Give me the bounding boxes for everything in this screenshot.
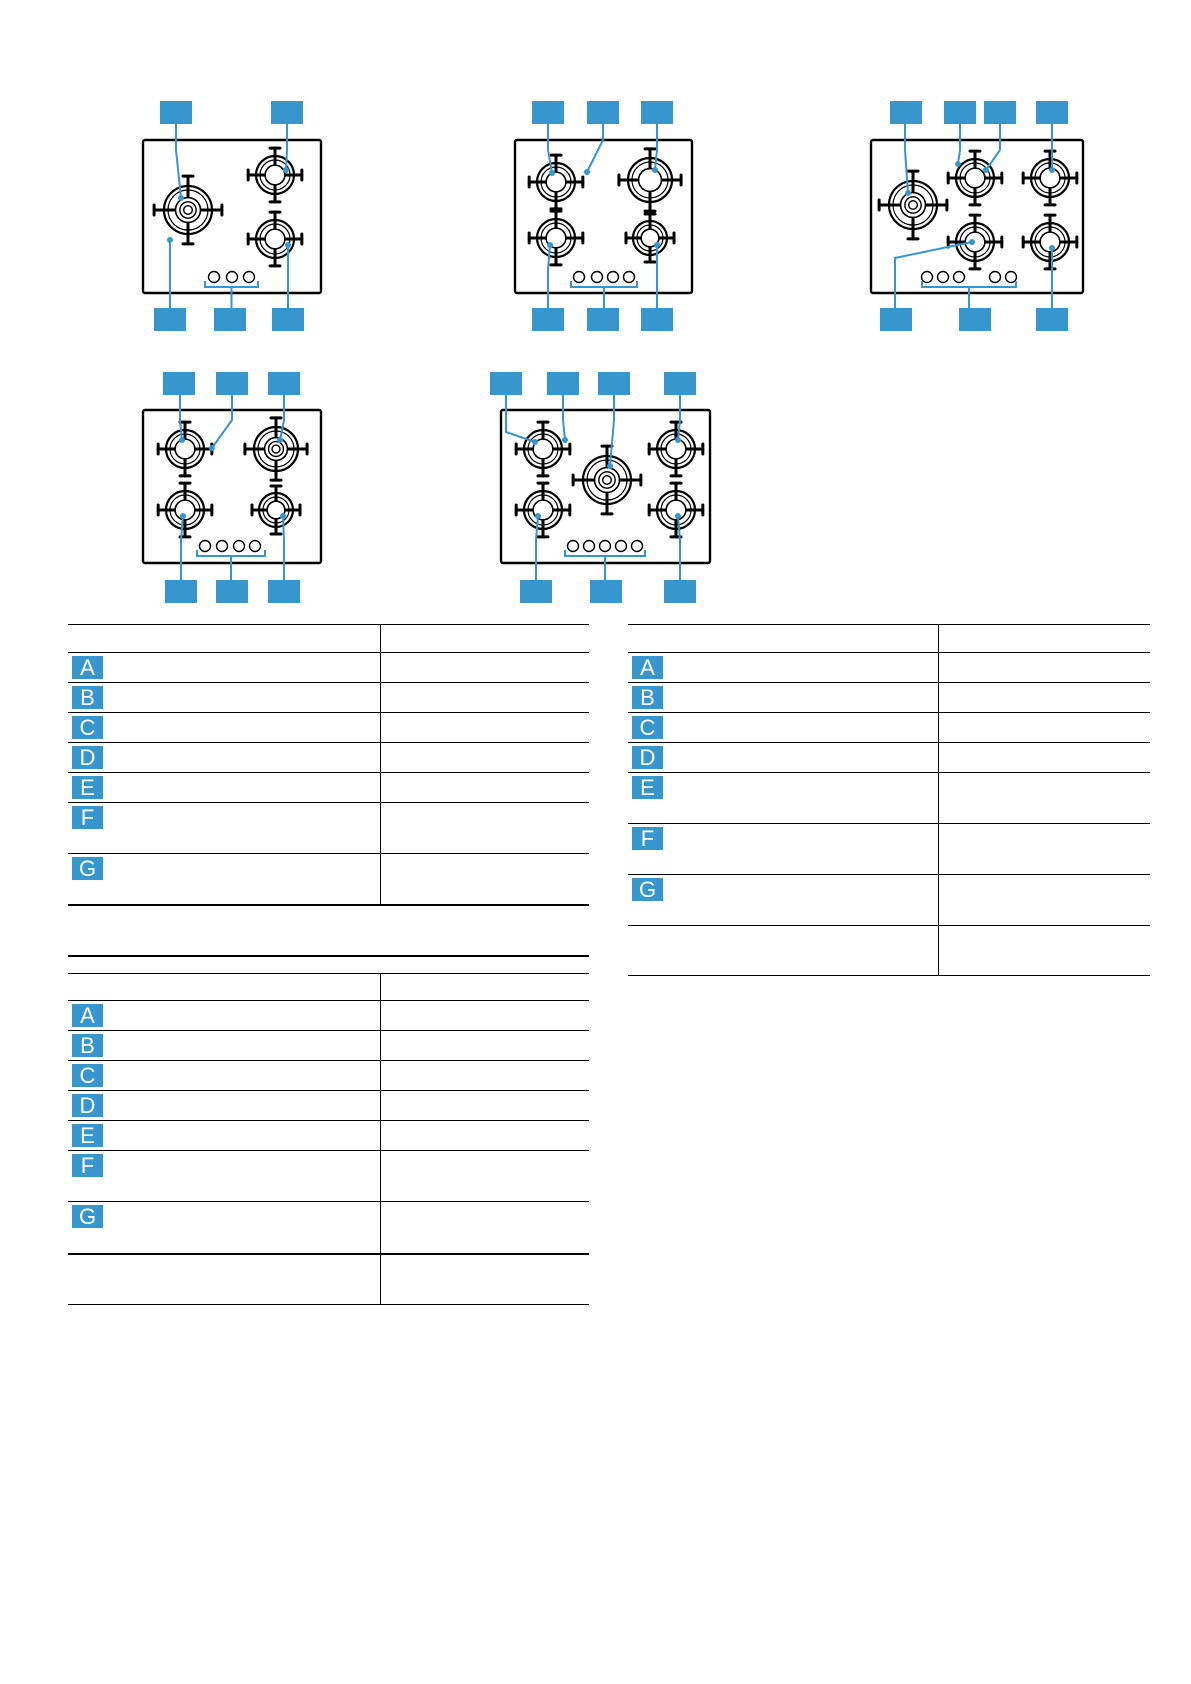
callout-badge [532,101,564,124]
hob-diagram-2 [515,101,692,331]
legend-badge: E [72,776,103,799]
leader-dot [675,437,681,443]
callout-badge [272,308,304,331]
legend-badge: A [632,656,663,679]
legend-badge: D [72,746,103,769]
table-rule [68,973,589,974]
leader-dot [652,167,658,173]
legend-badge: G [72,857,103,880]
table-rule [68,1253,589,1255]
hob-diagram-5 [490,372,710,603]
control-knob-icon [632,541,643,552]
callout-badge [160,101,192,124]
legend-badge: C [632,716,663,739]
table-rule [68,1120,589,1121]
hob-outline [143,410,321,563]
leader-dot [532,439,538,445]
leader-dot [584,169,590,175]
legend-badge: C [72,716,103,739]
table-rule [628,652,1150,653]
leader-dot [675,513,681,519]
callout-badge [587,308,619,331]
table-rule [68,712,589,713]
table-rule [628,975,1150,976]
table-rule [68,904,589,906]
leader-dot [285,242,291,248]
table-rule [628,624,1150,625]
table-rule [68,624,589,625]
legend-badge: E [72,1124,103,1147]
callout-badge [547,372,579,395]
legend-badge: F [72,1154,103,1177]
callout-badge [587,101,619,124]
leader-dot [607,463,613,469]
column-divider [380,973,381,1304]
callout-badge [664,580,696,603]
leader-dot [178,195,184,201]
table-rule [68,742,589,743]
leader-dot [983,167,989,173]
table-rule [68,1030,589,1031]
legend-badge: B [72,686,103,709]
leader-line [283,516,284,580]
callout-badge [880,308,912,331]
hob-diagram-1 [143,101,321,331]
table-rule [68,1000,589,1001]
leader-dot [180,513,186,519]
table-rule [68,1060,589,1061]
callout-badge [520,580,552,603]
callout-badge [163,372,195,395]
table-rule [628,925,1150,926]
leader-dot [535,513,541,519]
column-divider [938,624,939,975]
leader-dot [969,239,975,245]
leader-dot [277,437,283,443]
callout-badge [590,580,622,603]
callout-badge [532,308,564,331]
leader-dot [1049,167,1055,173]
legend-badge: D [72,1094,103,1117]
callout-badge [944,101,976,124]
table-rule [68,1304,589,1305]
callout-badge [664,372,696,395]
control-knob-icon [600,541,611,552]
legend-badge: C [72,1064,103,1087]
callout-badge [598,372,630,395]
burner-cap [965,168,985,188]
table-rule [628,874,1150,875]
leader-dot [1049,245,1055,251]
legend-badge: F [632,827,663,850]
control-knob-icon [217,541,228,552]
table-rule [68,772,589,773]
control-knob-icon [624,272,635,283]
control-knob-icon [234,541,245,552]
legend-badge: F [72,806,103,829]
leader-dot [209,445,215,451]
legend-badge: A [72,1004,103,1027]
control-knob-icon [200,541,211,552]
leader-dot [905,190,911,196]
control-knob-icon [250,541,261,552]
hob-diagram-4 [143,372,321,603]
leader-line [286,124,287,170]
leader-dot [562,437,568,443]
control-knob-icon [938,272,949,283]
control-knob-icon [584,541,595,552]
callout-badge [641,308,673,331]
legend-badge: B [72,1034,103,1057]
table-rule [68,1201,589,1202]
leader-dot [283,167,289,173]
burner-cap [546,172,566,192]
leader-dot [179,437,185,443]
column-divider [380,624,381,904]
legend-badge: A [72,656,103,679]
legend-badge: G [632,878,663,901]
callout-badge [1036,101,1068,124]
legend-badge: E [632,776,663,799]
hob-diagrams [0,0,1191,620]
callout-badge [268,580,300,603]
callout-badge [271,101,303,124]
control-knob-icon [244,272,255,283]
burner-cap [175,439,195,459]
table-rule [628,712,1150,713]
table-rule [628,742,1150,743]
callout-badge [641,101,673,124]
leader-dot [547,242,553,248]
table-rule [68,1150,589,1151]
burner-cap [265,165,285,185]
control-knob-icon [616,541,627,552]
control-knob-icon [574,272,585,283]
legend-badge: G [72,1205,103,1228]
control-knob-icon [568,541,579,552]
callout-badge [216,580,248,603]
table-rule [68,802,589,803]
leader-dot [280,513,286,519]
table-rule [628,772,1150,773]
control-knob-icon [954,272,965,283]
leader-dot [167,237,173,243]
control-knob-icon [1006,272,1017,283]
control-knob-icon [209,272,220,283]
callout-badge [984,101,1016,124]
burner-cap [639,169,662,192]
legend-badge: B [632,686,663,709]
callout-badge [165,580,197,603]
table-rule [68,652,589,653]
leader-dot [654,242,660,248]
callout-badge [216,372,248,395]
callout-badge [154,308,186,331]
table-rule [68,682,589,683]
table-rule [68,955,589,957]
table-rule [68,853,589,854]
callout-badge [490,372,522,395]
leader-dot [955,161,961,167]
callout-badge [1036,308,1068,331]
leader-dot [549,170,555,176]
control-knob-icon [990,272,1001,283]
control-knob-icon [922,272,933,283]
legend-badge: D [632,746,663,769]
table-rule [628,823,1150,824]
table-rule [628,682,1150,683]
burner-cap [265,229,285,249]
callout-badge [890,101,922,124]
hob-diagram-3 [871,101,1083,331]
table-rule [68,1090,589,1091]
callout-badge [959,308,991,331]
control-knob-icon [608,272,619,283]
callout-badge [268,372,300,395]
callout-badge [214,308,246,331]
control-knob-icon [227,272,238,283]
control-knob-icon [592,272,603,283]
